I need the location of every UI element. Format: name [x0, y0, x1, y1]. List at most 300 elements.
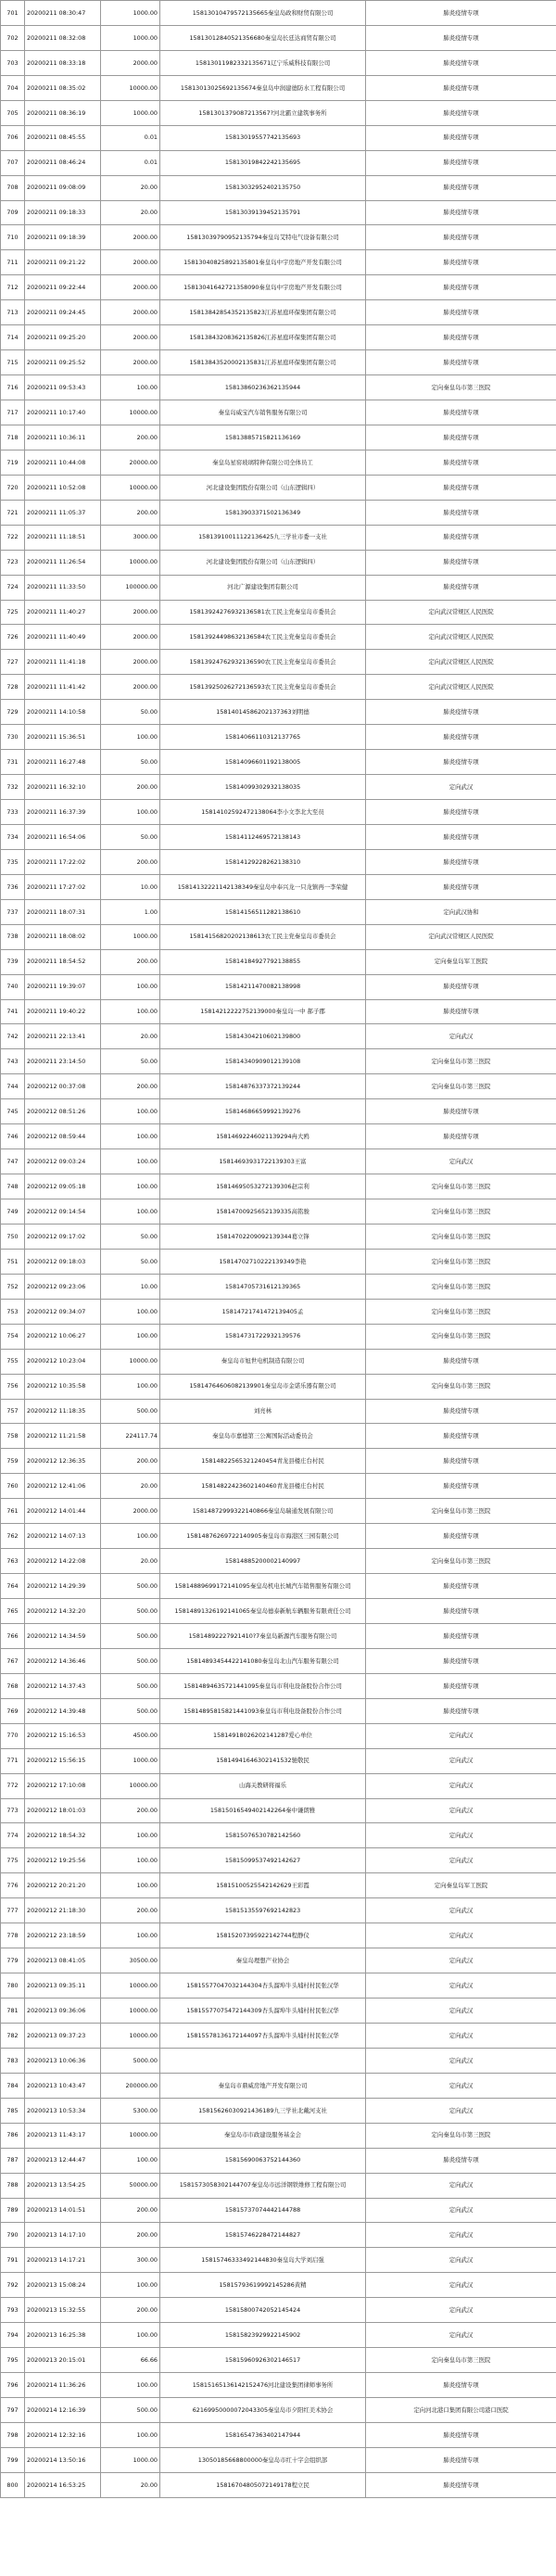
designation-cell: 定向秦皇岛军工医院	[366, 1873, 556, 1898]
row-number-cell: 724	[1, 575, 25, 600]
table-row	[1, 1549, 556, 1574]
table-row	[1, 1648, 556, 1673]
designation-cell: 肺炎疫情专项	[366, 75, 556, 100]
table-row	[1, 1948, 556, 1973]
table-row	[1, 800, 556, 825]
donor-cell: 15814872999322140866秦皇岛瑞通发展有限公司	[160, 1499, 366, 1524]
table-row	[1, 2098, 556, 2123]
amount-cell: 50.00	[101, 750, 160, 775]
row-number-cell: 709	[1, 200, 25, 225]
table-row	[1, 1599, 556, 1624]
designation-cell: 肺炎疫情专项	[366, 999, 556, 1024]
row-number-cell: 728	[1, 675, 25, 700]
date-cell: 20200212 14:29:39	[25, 1574, 101, 1599]
designation-cell: 定向武汉常规区人民医院	[366, 924, 556, 949]
donor-cell: 15813924498632136584农工民主党秦皇岛市委员会	[160, 625, 366, 650]
amount-cell: 500.00	[101, 1673, 160, 1698]
date-cell: 20200213 11:43:17	[25, 2123, 101, 2148]
amount-cell: 2000.00	[101, 325, 160, 350]
table-row	[1, 1399, 556, 1424]
row-number-cell: 797	[1, 2398, 25, 2423]
table-row	[1, 1898, 556, 1923]
date-cell: 20200213 10:53:34	[25, 2098, 101, 2123]
row-number-cell: 789	[1, 2198, 25, 2223]
date-cell: 20200211 09:18:39	[25, 225, 101, 250]
amount-cell: 200.00	[101, 2223, 160, 2248]
amount-cell: 4500.00	[101, 1723, 160, 1748]
row-number-cell: 752	[1, 1274, 25, 1299]
row-number-cell: 786	[1, 2123, 25, 2148]
amount-cell: 10000.00	[101, 400, 160, 425]
row-number-cell: 716	[1, 375, 25, 400]
designation-cell: 肺炎疫情专项	[366, 824, 556, 849]
amount-cell: 10000.00	[101, 475, 160, 500]
donor-cell: 秦皇岛理想产业协会	[160, 1948, 366, 1973]
table-row	[1, 2048, 556, 2073]
donor-cell: 15814340909012139108	[160, 1049, 366, 1074]
row-number-cell: 750	[1, 1224, 25, 1249]
date-cell: 20200212 09:34:07	[25, 1299, 101, 1324]
table-row	[1, 175, 556, 200]
date-cell: 20200212 21:18:30	[25, 1898, 101, 1923]
row-number-cell: 743	[1, 1049, 25, 1074]
donor-cell: 15814096601192138005	[160, 750, 366, 775]
donor-cell: 15814892227921410?7秦皇岛新源汽车服务有限公司	[160, 1623, 366, 1648]
donor-cell: 15814702710222139349李艳	[160, 1249, 366, 1274]
amount-cell: 50000.00	[101, 2173, 160, 2198]
designation-cell: 定向武汉	[366, 1999, 556, 2024]
designation-cell: 肺炎疫情专项	[366, 2447, 556, 2472]
donor-cell: 15814885200002140997	[160, 1549, 366, 1574]
row-number-cell: 722	[1, 525, 25, 550]
designation-cell: 肺炎疫情专项	[366, 325, 556, 350]
row-number-cell: 784	[1, 2073, 25, 2098]
donor-cell: 15815737074442144788	[160, 2198, 366, 2223]
date-cell: 20200214 12:32:16	[25, 2422, 101, 2447]
table-row	[1, 1224, 556, 1249]
donor-cell: 15814211470082138998	[160, 974, 366, 999]
amount-cell: 2000.00	[101, 600, 160, 625]
donor-cell: 15816547363402147944	[160, 2422, 366, 2447]
designation-cell: 肺炎疫情专项	[366, 100, 556, 125]
donor-cell: 15814156820202138613农工民主党秦皇岛市委员会	[160, 924, 366, 949]
table-row	[1, 1174, 556, 1199]
row-number-cell: 780	[1, 1973, 25, 1999]
table-row	[1, 475, 556, 500]
donor-cell: 15814889699172141095秦皇岛机电长城汽车销售服务有限公司	[160, 1574, 366, 1599]
table-row	[1, 2373, 556, 2398]
date-cell: 20200212 18:54:32	[25, 1823, 101, 1848]
table-row	[1, 899, 556, 924]
date-cell: 20200211 08:33:18	[25, 50, 101, 75]
designation-cell: 定向武汉	[366, 1149, 556, 1174]
table-row	[1, 1999, 556, 2024]
amount-cell: 50.00	[101, 700, 160, 725]
row-number-cell: 713	[1, 300, 25, 325]
row-number-cell: 783	[1, 2048, 25, 2073]
donor-cell: 15814692246021139294冉大鸥	[160, 1124, 366, 1149]
table-row	[1, 125, 556, 150]
designation-cell: 定向武汉常规区人民医院	[366, 650, 556, 675]
table-row	[1, 1274, 556, 1299]
amount-cell: 100.00	[101, 725, 160, 750]
designation-cell: 肺炎疫情专项	[366, 2472, 556, 2497]
designation-cell: 肺炎疫情专项	[366, 974, 556, 999]
amount-cell: 3000.00	[101, 525, 160, 550]
donor-cell: 15815960926302146517	[160, 2348, 366, 2373]
row-number-cell: 800	[1, 2472, 25, 2497]
designation-cell: 定向秦皇岛市第三医院	[366, 1174, 556, 1199]
amount-cell: 2000.00	[101, 225, 160, 250]
designation-cell: 肺炎疫情专项	[366, 1599, 556, 1624]
table-row	[1, 1449, 556, 1474]
donor-cell: 15813012840521356680秦皇岛长廷达商贸有限公司	[160, 25, 366, 50]
table-row	[1, 1199, 556, 1225]
date-cell: 20200212 09:03:24	[25, 1149, 101, 1174]
date-cell: 20200211 08:36:19	[25, 100, 101, 125]
designation-cell: 肺炎疫情专项	[366, 2373, 556, 2398]
donor-cell: 河北广源建设集团有限公司	[160, 575, 366, 600]
date-cell: 20200212 09:23:06	[25, 1274, 101, 1299]
row-number-cell: 782	[1, 2023, 25, 2048]
amount-cell: 10000.00	[101, 1349, 160, 1374]
amount-cell: 100.00	[101, 1524, 160, 1549]
amount-cell: 0.01	[101, 150, 160, 175]
designation-cell: 定向秦皇岛市第三医院	[366, 375, 556, 400]
table-row	[1, 1574, 556, 1599]
designation-cell: 肺炎疫情专项	[366, 1, 556, 26]
donation-table-body	[1, 1, 556, 2498]
amount-cell: 100.00	[101, 1299, 160, 1324]
date-cell: 20200213 10:43:47	[25, 2073, 101, 2098]
donor-cell: 62169950000072043305秦皇岛市夕阳红美术协会	[160, 2398, 366, 2423]
date-cell: 20200212 08:51:26	[25, 1099, 101, 1124]
row-number-cell: 761	[1, 1499, 25, 1524]
table-row	[1, 400, 556, 425]
row-number-cell: 703	[1, 50, 25, 75]
amount-cell: 2000.00	[101, 1499, 160, 1524]
date-cell: 20200211 16:32:10	[25, 775, 101, 800]
amount-cell: 1000.00	[101, 1, 160, 26]
designation-cell: 定向武汉	[366, 1898, 556, 1923]
donor-cell: 秦皇岛威宝汽车销售服务有限公司	[160, 400, 366, 425]
table-row	[1, 325, 556, 350]
date-cell: 20200212 19:25:56	[25, 1848, 101, 1873]
date-cell: 20200213 10:06:36	[25, 2048, 101, 2073]
designation-cell: 肺炎疫情专项	[366, 1673, 556, 1698]
table-row	[1, 2348, 556, 2373]
row-number-cell: 705	[1, 100, 25, 125]
row-number-cell: 794	[1, 2323, 25, 2348]
table-row	[1, 425, 556, 450]
date-cell: 20200213 14:17:21	[25, 2248, 101, 2273]
table-row	[1, 1973, 556, 1999]
amount-cell: 10.00	[101, 1274, 160, 1299]
amount-cell: 50.00	[101, 1224, 160, 1249]
row-number-cell: 763	[1, 1549, 25, 1574]
amount-cell: 100.00	[101, 2148, 160, 2173]
date-cell: 20200211 09:25:52	[25, 350, 101, 375]
amount-cell: 2000.00	[101, 300, 160, 325]
designation-cell: 肺炎疫情专项	[366, 2148, 556, 2173]
date-cell: 20200211 08:45:55	[25, 125, 101, 150]
donor-cell: 15813039790952135794秦皇岛艾特电气设备有限公司	[160, 225, 366, 250]
donor-cell: 15815165136142152476河北建设集团律师事务所	[160, 2373, 366, 2398]
designation-cell: 定向秦皇岛市第三医院	[366, 1299, 556, 1324]
amount-cell: 1000.00	[101, 2447, 160, 2472]
designation-cell: 定向武汉	[366, 775, 556, 800]
designation-cell: 肺炎疫情专项	[366, 250, 556, 275]
amount-cell: 100.00	[101, 974, 160, 999]
table-row	[1, 1798, 556, 1823]
table-row	[1, 974, 556, 999]
donor-cell: 15814876337372139244	[160, 1074, 366, 1099]
designation-cell: 定向武汉常规区人民医院	[366, 600, 556, 625]
date-cell: 20200212 14:37:43	[25, 1673, 101, 1698]
donor-cell: 15816704805072149178程立民	[160, 2472, 366, 2497]
donor-cell: 15814212222752139000秦皇岛一中 郝子郡	[160, 999, 366, 1024]
amount-cell: 100.00	[101, 1873, 160, 1898]
donor-cell: 15813032952402135750	[160, 175, 366, 200]
table-row	[1, 1149, 556, 1174]
date-cell: 20200212 15:56:15	[25, 1748, 101, 1773]
table-row	[1, 1424, 556, 1449]
designation-cell: 定向武汉常规区人民医院	[366, 675, 556, 700]
amount-cell: 1000.00	[101, 25, 160, 50]
designation-cell: 肺炎疫情专项	[366, 1524, 556, 1549]
designation-cell: 定向武汉	[366, 2048, 556, 2073]
table-row	[1, 1074, 556, 1099]
designation-cell: 肺炎疫情专项	[366, 1623, 556, 1648]
table-row	[1, 25, 556, 50]
row-number-cell: 771	[1, 1748, 25, 1773]
amount-cell: 20.00	[101, 1474, 160, 1499]
row-number-cell: 779	[1, 1948, 25, 1973]
date-cell: 20200213 14:17:10	[25, 2223, 101, 2248]
donor-cell: 15814891326192141065秦皇岛德泰新航车辆服务有限责任公司	[160, 1599, 366, 1624]
row-number-cell: 787	[1, 2148, 25, 2173]
amount-cell: 100.00	[101, 375, 160, 400]
amount-cell: 200.00	[101, 775, 160, 800]
table-row	[1, 1049, 556, 1074]
row-number-cell: 726	[1, 625, 25, 650]
designation-cell: 肺炎疫情专项	[366, 700, 556, 725]
row-number-cell: 738	[1, 924, 25, 949]
donor-cell: 15813019842242135695	[160, 150, 366, 175]
table-row	[1, 1723, 556, 1748]
table-row	[1, 1124, 556, 1149]
donor-cell: 15815207395922142744程静仪	[160, 1923, 366, 1948]
donor-cell: 河北建设集团股份有限公司（山东逻辑四）	[160, 475, 366, 500]
date-cell: 20200211 17:27:02	[25, 874, 101, 899]
row-number-cell: 747	[1, 1149, 25, 1174]
donor-cell: 15813013025692135674秦皇岛中润建德防水工程有限公司	[160, 75, 366, 100]
designation-cell: 肺炎疫情专项	[366, 725, 556, 750]
row-number-cell: 776	[1, 1873, 25, 1898]
row-number-cell: 732	[1, 775, 25, 800]
table-row	[1, 2323, 556, 2348]
donor-cell: 15815823929922145902	[160, 2323, 366, 2348]
donor-cell: 15815746333492144830秦皇岛大学刘启强	[160, 2248, 366, 2273]
row-number-cell: 735	[1, 849, 25, 874]
date-cell: 20200211 23:14:50	[25, 1049, 101, 1074]
amount-cell: 100.00	[101, 999, 160, 1024]
designation-cell: 定向武汉	[366, 2298, 556, 2323]
table-row	[1, 725, 556, 750]
amount-cell: 100.00	[101, 2373, 160, 2398]
designation-cell: 定向武汉	[366, 2173, 556, 2198]
donor-cell: 15814132221142138349秦皇岛中奉兴龙一只龙镇再一李荣健	[160, 874, 366, 899]
date-cell: 20200213 16:25:38	[25, 2323, 101, 2348]
designation-cell: 肺炎疫情专项	[366, 1399, 556, 1424]
donor-cell: 15814705731612139365	[160, 1274, 366, 1299]
designation-cell: 肺炎疫情专项	[366, 874, 556, 899]
donor-cell: 15814014586202137363刘明德	[160, 700, 366, 725]
row-number-cell: 778	[1, 1923, 25, 1948]
row-number-cell: 751	[1, 1249, 25, 1274]
donor-cell: 15814822423602140460青龙县楼庄台村民	[160, 1474, 366, 1499]
date-cell: 20200213 09:37:23	[25, 2023, 101, 2048]
date-cell: 20200213 14:01:51	[25, 2198, 101, 2223]
amount-cell: 1.00	[101, 899, 160, 924]
row-number-cell: 740	[1, 974, 25, 999]
designation-cell: 肺炎疫情专项	[366, 25, 556, 50]
table-row	[1, 1848, 556, 1873]
row-number-cell: 769	[1, 1698, 25, 1723]
date-cell: 20200212 23:18:59	[25, 1923, 101, 1948]
donor-cell: 15815135597692142823	[160, 1898, 366, 1923]
table-row	[1, 2173, 556, 2198]
designation-cell: 肺炎疫情专项	[366, 300, 556, 325]
row-number-cell: 741	[1, 999, 25, 1024]
row-number-cell: 708	[1, 175, 25, 200]
date-cell: 20200214 13:50:16	[25, 2447, 101, 2472]
donor-cell: 刘亮林	[160, 1399, 366, 1424]
date-cell: 20200211 08:46:24	[25, 150, 101, 175]
date-cell: 20200211 09:25:20	[25, 325, 101, 350]
amount-cell: 2000.00	[101, 650, 160, 675]
table-row	[1, 1, 556, 26]
date-cell: 20200212 14:07:13	[25, 1524, 101, 1549]
amount-cell: 2000.00	[101, 250, 160, 275]
row-number-cell: 701	[1, 1, 25, 26]
row-number-cell: 733	[1, 800, 25, 825]
donor-cell: 15815099537492142627	[160, 1848, 366, 1873]
amount-cell: 10000.00	[101, 1999, 160, 2024]
date-cell: 20200211 09:08:09	[25, 175, 101, 200]
date-cell: 20200213 09:36:06	[25, 1999, 101, 2024]
row-number-cell: 718	[1, 425, 25, 450]
donor-cell: 15814822565321240454青龙县楼庄台村民	[160, 1449, 366, 1474]
donor-cell	[160, 2048, 366, 2073]
date-cell: 20200212 00:37:08	[25, 1074, 101, 1099]
date-cell: 20200212 09:05:18	[25, 1174, 101, 1199]
designation-cell: 定向武汉	[366, 1848, 556, 1873]
amount-cell: 2000.00	[101, 350, 160, 375]
donor-cell: 15813039139452135791	[160, 200, 366, 225]
donor-cell: 15815746228472144827	[160, 2223, 366, 2248]
date-cell: 20200211 19:40:22	[25, 999, 101, 1024]
date-cell: 20200211 15:36:51	[25, 725, 101, 750]
amount-cell: 100.00	[101, 1149, 160, 1174]
donor-cell: 15814129228262138310	[160, 849, 366, 874]
amount-cell: 50.00	[101, 824, 160, 849]
table-row	[1, 375, 556, 400]
table-row	[1, 2248, 556, 2273]
donor-cell: 15815578136172144097杏头溜埠牛头埔村村民张汉华	[160, 2023, 366, 2048]
designation-cell: 定向武汉	[366, 2248, 556, 2273]
row-number-cell: 795	[1, 2348, 25, 2373]
amount-cell: 224117.74	[101, 1424, 160, 1449]
row-number-cell: 757	[1, 1399, 25, 1424]
designation-cell: 肺炎疫情专项	[366, 1698, 556, 1723]
designation-cell: 定向秦皇岛市第三医院	[366, 1499, 556, 1524]
donor-cell: 15815100525542142629王彩霞	[160, 1873, 366, 1898]
designation-cell: 定向武汉	[366, 2273, 556, 2298]
amount-cell: 200.00	[101, 1798, 160, 1823]
table-row	[1, 1773, 556, 1798]
row-number-cell: 777	[1, 1898, 25, 1923]
date-cell: 20200211 14:10:58	[25, 700, 101, 725]
amount-cell: 200.00	[101, 2198, 160, 2223]
donor-cell: 15814304210602139800	[160, 1024, 366, 1049]
table-row	[1, 300, 556, 325]
row-number-cell: 720	[1, 475, 25, 500]
date-cell: 20200211 09:18:33	[25, 200, 101, 225]
table-row	[1, 2422, 556, 2447]
donor-cell: 15815577075472144309杏头溜埠牛头埔村村民张汉华	[160, 1999, 366, 2024]
row-number-cell: 758	[1, 1424, 25, 1449]
table-row	[1, 924, 556, 949]
table-row	[1, 999, 556, 1024]
table-row	[1, 1474, 556, 1499]
table-row	[1, 2148, 556, 2173]
designation-cell: 定向武汉	[366, 1773, 556, 1798]
amount-cell: 500.00	[101, 1574, 160, 1599]
date-cell: 20200212 11:18:35	[25, 1399, 101, 1424]
table-row	[1, 1024, 556, 1049]
amount-cell: 200.00	[101, 949, 160, 974]
date-cell: 20200213 15:08:24	[25, 2273, 101, 2298]
designation-cell: 肺炎疫情专项	[366, 350, 556, 375]
date-cell: 20200211 11:18:51	[25, 525, 101, 550]
designation-cell: 肺炎疫情专项	[366, 400, 556, 425]
amount-cell: 200.00	[101, 500, 160, 525]
designation-cell: 肺炎疫情专项	[366, 550, 556, 575]
designation-cell: 定向秦皇岛市第三医院	[366, 2123, 556, 2148]
amount-cell: 500.00	[101, 1623, 160, 1648]
table-row	[1, 2472, 556, 2497]
date-cell: 20200211 09:53:43	[25, 375, 101, 400]
amount-cell: 100.00	[101, 2422, 160, 2447]
amount-cell: 1000.00	[101, 100, 160, 125]
amount-cell: 200000.00	[101, 2073, 160, 2098]
amount-cell: 20.00	[101, 200, 160, 225]
donor-cell: 15814102592472138064李小文李北大至员	[160, 800, 366, 825]
designation-cell: 肺炎疫情专项	[366, 1574, 556, 1599]
row-number-cell: 766	[1, 1623, 25, 1648]
row-number-cell: 725	[1, 600, 25, 625]
amount-cell: 100.00	[101, 1199, 160, 1225]
row-number-cell: 745	[1, 1099, 25, 1124]
row-number-cell: 727	[1, 650, 25, 675]
date-cell: 20200211 19:39:07	[25, 974, 101, 999]
donor-cell: 15814876269722140905秦皇岛市海港区三园有限公司	[160, 1524, 366, 1549]
designation-cell: 定向武汉协和	[366, 899, 556, 924]
row-number-cell: 764	[1, 1574, 25, 1599]
date-cell: 20200212 11:21:58	[25, 1424, 101, 1449]
amount-cell: 200.00	[101, 1898, 160, 1923]
